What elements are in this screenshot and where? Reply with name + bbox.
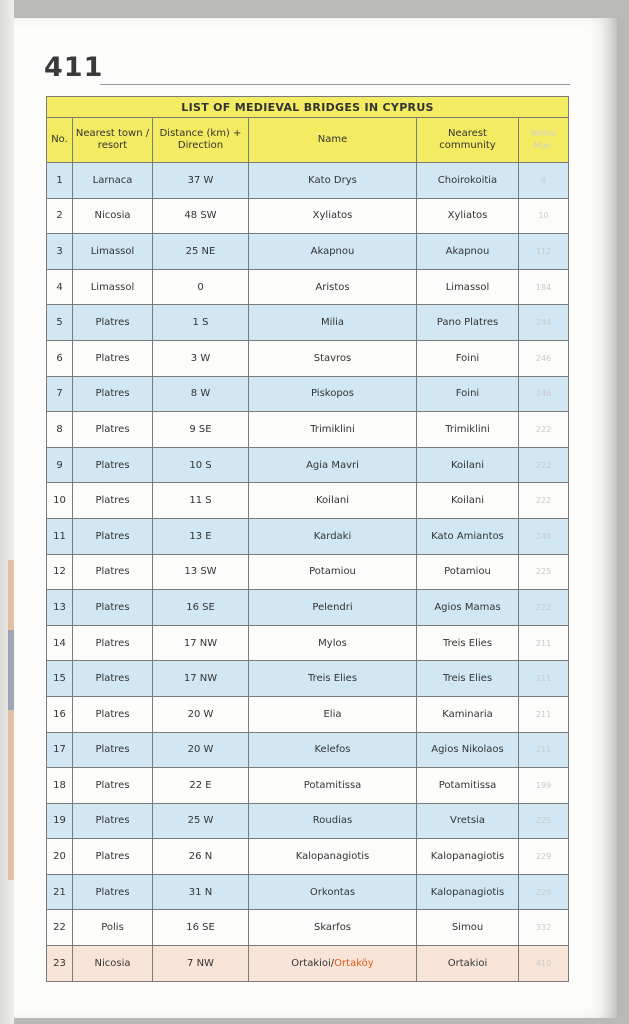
nearest-town-cell: Platres [73,696,153,732]
distance-direction-cell: 7 NW [153,946,249,982]
nearest-community-cell: Simou [417,910,519,946]
nearest-community-cell: Limassol [417,269,519,305]
bridge-name-cell: Kelefos [249,732,417,768]
table-row [47,839,569,875]
nearest-town-cell: Nicosia [73,946,153,982]
row-number-cell: 22 [47,910,73,946]
within-mun-cell: 225 [519,803,569,839]
nearest-community-cell: Ortakioi [417,946,519,982]
bridge-name-cell: Agia Mavri [249,447,417,483]
within-mun-cell: 225 [519,554,569,590]
row-number-cell: 23 [47,946,73,982]
within-mun-cell: 112 [519,234,569,270]
nearest-town-cell: Platres [73,518,153,554]
row-number-cell: 1 [47,163,73,199]
row-number-cell: 4 [47,269,73,305]
bridge-name-cell: Skarfos [249,910,417,946]
bridge-name-cell: Akapnou [249,234,417,270]
nearest-town-cell: Platres [73,412,153,448]
nearest-community-cell: Choirokoitia [417,163,519,199]
table-row [47,163,569,199]
within-mun-cell: 199 [519,768,569,804]
nearest-town-cell: Limassol [73,269,153,305]
within-mun-cell: 229 [519,874,569,910]
nearest-community-cell: Potamitissa [417,768,519,804]
row-number-cell: 5 [47,305,73,341]
table-title: LIST OF MEDIEVAL BRIDGES IN CYPRUS [47,97,569,118]
row-number-cell: 12 [47,554,73,590]
row-number-cell: 17 [47,732,73,768]
within-mun-cell: 211 [519,732,569,768]
bridge-name-cell: Piskopos [249,376,417,412]
distance-direction-cell: 16 SE [153,910,249,946]
within-mun-cell: 6 [519,163,569,199]
table-header-row [47,118,569,163]
nearest-town-cell: Limassol [73,234,153,270]
nearest-community-cell: Treis Elies [417,625,519,661]
nearest-community-cell: Kalopanagiotis [417,839,519,875]
header-rule [100,84,570,85]
distance-direction-cell: 1 S [153,305,249,341]
table-row [47,910,569,946]
distance-direction-cell: 48 SW [153,198,249,234]
nearest-town-cell: Platres [73,874,153,910]
row-number-cell: 3 [47,234,73,270]
row-number-cell: 7 [47,376,73,412]
nearest-community-cell: Potamiou [417,554,519,590]
distance-direction-cell: 20 W [153,696,249,732]
nearest-community-cell: Foini [417,340,519,376]
bridge-name: Ortakioi [291,957,331,969]
nearest-community-cell: Kalopanagiotis [417,874,519,910]
bridge-name-cell [249,946,417,982]
bridge-name-cell: Trimiklini [249,412,417,448]
distance-direction-cell: 16 SE [153,590,249,626]
column-header: Nearest town / resort [73,118,153,163]
table-row [47,661,569,697]
table-row [47,874,569,910]
within-mun-cell: 222 [519,483,569,519]
table-row [47,518,569,554]
row-number-cell: 10 [47,483,73,519]
bridge-name-cell: Mylos [249,625,417,661]
within-mun-cell: 184 [519,269,569,305]
within-mun-cell: 248 [519,518,569,554]
row-number-cell: 2 [47,198,73,234]
table-row [47,234,569,270]
nearest-town-cell: Platres [73,447,153,483]
nearest-town-cell: Polis [73,910,153,946]
bridge-name-cell: Kato Drys [249,163,417,199]
bridge-name-cell: Xyliatos [249,198,417,234]
within-mun-cell: 246 [519,340,569,376]
within-mun-cell: 222 [519,447,569,483]
nearest-town-cell: Platres [73,661,153,697]
nearest-community-cell: Agios Mamas [417,590,519,626]
distance-direction-cell: 9 SE [153,412,249,448]
nearest-community-cell: Kato Amiantos [417,518,519,554]
distance-direction-cell: 11 S [153,483,249,519]
distance-direction-cell: 17 NW [153,625,249,661]
nearest-community-cell: Koilani [417,483,519,519]
bridge-name-cell: Elia [249,696,417,732]
row-number-cell: 20 [47,839,73,875]
row-number-cell: 15 [47,661,73,697]
page-number: 411 [44,52,104,83]
distance-direction-cell: 26 N [153,839,249,875]
nearest-town-cell: Platres [73,554,153,590]
distance-direction-cell: 0 [153,269,249,305]
table-row [47,946,569,982]
distance-direction-cell: 13 SW [153,554,249,590]
table-row [47,447,569,483]
nearest-community-cell: Trimiklini [417,412,519,448]
distance-direction-cell: 10 S [153,447,249,483]
within-mun-cell: 229 [519,839,569,875]
table-row [47,376,569,412]
nearest-town-cell: Platres [73,305,153,341]
nearest-town-cell: Platres [73,768,153,804]
table-row [47,625,569,661]
row-number-cell: 14 [47,625,73,661]
table-row [47,269,569,305]
distance-direction-cell: 22 E [153,768,249,804]
row-number-cell: 16 [47,696,73,732]
within-mun-cell: 244 [519,305,569,341]
table-row [47,340,569,376]
within-mun-cell: 332 [519,910,569,946]
bridge-name-cell: Treis Elies [249,661,417,697]
nearest-community-cell: Agios Nikolaos [417,732,519,768]
table-row [47,305,569,341]
nearest-town-cell: Larnaca [73,163,153,199]
column-header: Nearest community [417,118,519,163]
nearest-town-cell: Platres [73,483,153,519]
row-number-cell: 13 [47,590,73,626]
table-row [47,768,569,804]
nearest-town-cell: Platres [73,625,153,661]
distance-direction-cell: 37 W [153,163,249,199]
distance-direction-cell: 25 NE [153,234,249,270]
within-mun-cell: 211 [519,625,569,661]
column-header: Distance (km) + Direction [153,118,249,163]
distance-direction-cell: 13 E [153,518,249,554]
bridge-name-cell: Stavros [249,340,417,376]
bridges-table [46,96,569,982]
row-number-cell: 9 [47,447,73,483]
nearest-community-cell: Treis Elies [417,661,519,697]
bridge-name-cell: Pelendri [249,590,417,626]
nearest-town-cell: Platres [73,803,153,839]
nearest-community-cell: Foini [417,376,519,412]
nearest-community-cell: Pano Platres [417,305,519,341]
table-row [47,590,569,626]
table-row [47,483,569,519]
nearest-town-cell: Platres [73,839,153,875]
within-mun-cell: 211 [519,696,569,732]
nearest-community-cell: Akapnou [417,234,519,270]
bridge-name-cell: Kardaki [249,518,417,554]
bridge-name-cell: Roudias [249,803,417,839]
within-mun-cell: 222 [519,590,569,626]
within-mun-cell: 211 [519,661,569,697]
bridge-name-cell: Aristos [249,269,417,305]
distance-direction-cell: 3 W [153,340,249,376]
nearest-town-cell: Platres [73,590,153,626]
name-separator: / [330,957,335,969]
bridge-name-alt: Ortaköy [334,957,374,969]
row-number-cell: 18 [47,768,73,804]
bridge-name-cell: Orkontas [249,874,417,910]
table-row [47,803,569,839]
nearest-community-cell: Kaminaria [417,696,519,732]
distance-direction-cell: 25 W [153,803,249,839]
row-number-cell: 8 [47,412,73,448]
bridge-name-cell: Potamitissa [249,768,417,804]
nearest-town-cell: Platres [73,732,153,768]
column-header: No. [47,118,73,163]
column-header: Within Mun. [519,118,569,163]
row-number-cell: 21 [47,874,73,910]
bridge-name-cell: Potamiou [249,554,417,590]
distance-direction-cell: 31 N [153,874,249,910]
within-mun-cell: 222 [519,412,569,448]
row-number-cell: 6 [47,340,73,376]
table-row [47,696,569,732]
table-row [47,732,569,768]
table-row [47,412,569,448]
nearest-town-cell: Platres [73,340,153,376]
within-mun-cell: 410 [519,946,569,982]
within-mun-cell: 10 [519,198,569,234]
row-number-cell: 19 [47,803,73,839]
bridge-name-cell: Koilani [249,483,417,519]
nearest-community-cell: Koilani [417,447,519,483]
table-row [47,554,569,590]
nearest-community-cell: Vretsia [417,803,519,839]
within-mun-cell: 246 [519,376,569,412]
nearest-town-cell: Nicosia [73,198,153,234]
bridge-name-cell: Milia [249,305,417,341]
nearest-town-cell: Platres [73,376,153,412]
column-header: Name [249,118,417,163]
table-body [47,163,569,982]
nearest-community-cell: Xyliatos [417,198,519,234]
table-row [47,198,569,234]
row-number-cell: 11 [47,518,73,554]
distance-direction-cell: 8 W [153,376,249,412]
distance-direction-cell: 17 NW [153,661,249,697]
bridge-name-cell: Kalopanagiotis [249,839,417,875]
distance-direction-cell: 20 W [153,732,249,768]
